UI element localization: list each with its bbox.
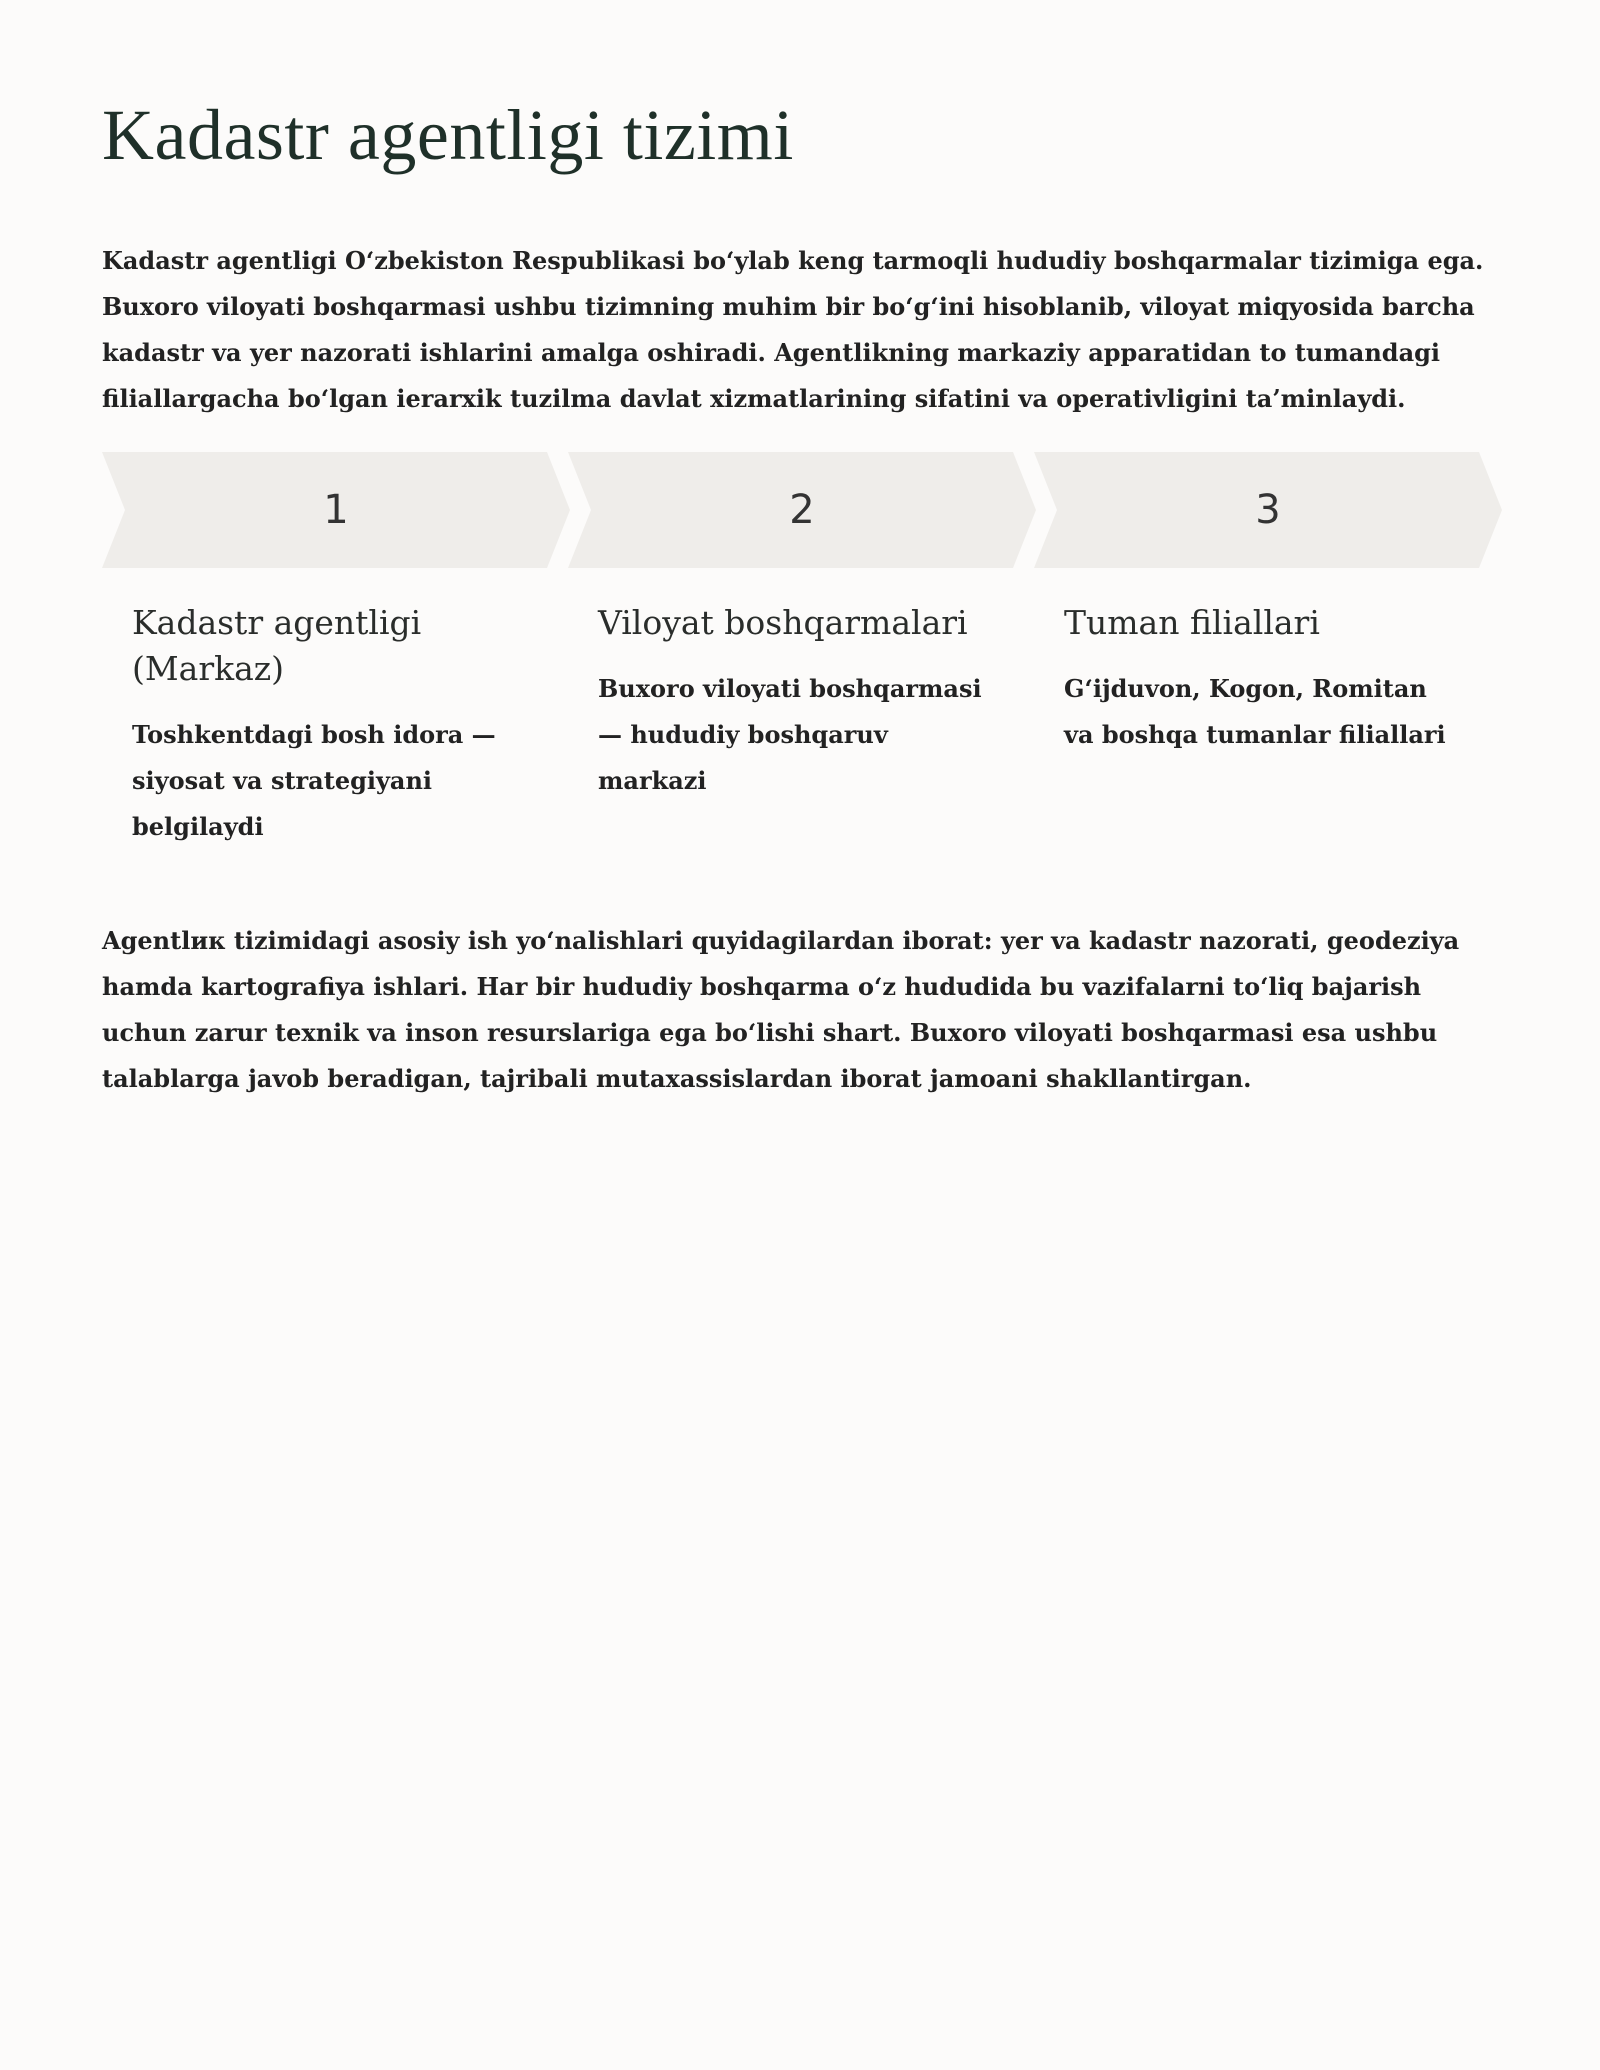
step-3-chevron (1034, 452, 1502, 568)
step-3-body (1064, 600, 1464, 758)
step-2-chevron (568, 452, 1036, 568)
intro-paragraph: Kadastr agentligi O‘zbekiston Respublikasi bo‘ylab keng tarmoqli hududiy boshqarmalar tizimiga ega. Buxoro viloyati boshqarmasi ushbu tizimning muhim bir bo‘g‘ini hisoblanib, viloyat miqyosida barcha kadastr va yer nazorati ishlarini amalga oshiradi. Agentlikning markaziy apparatidan to tumandagi filiallargacha bo‘lgan ierarxik tuzilma davlat xizmatlarining sifatini va operativligini ta’minlaydi. (102, 246, 1484, 413)
step-1-chevron (102, 452, 570, 568)
step-1-body (132, 600, 532, 850)
process-steps (102, 452, 1498, 852)
outro-paragraph: Agentlик tizimidagi asosiy ish yo‘nalishlari quyidagilardan iborat: yer va kadastr nazorati, geodeziya hamda kartografiya ishlari. Har bir hududiy boshqarma o‘z hududida bu vazifalarni to‘liq bajarish uchun zarur texnik va inson resurslariga ega bo‘lishi shart. Buxoro viloyati boshqarmasi esa ushbu talablarga javob beradigan, tajribali mutaxassislardan iborat jamoani shakllantirgan. (102, 926, 1460, 1093)
step-1-text: Toshkentdagi bosh idora — siyosat va strategiyani belgilaydi (132, 720, 496, 841)
page-title: Kadastr agentligi tizimi (102, 95, 794, 175)
step-2 (568, 452, 1018, 795)
step-3-title: Tuman filiallari (1064, 603, 1320, 642)
step-2-number: 2 (789, 487, 815, 533)
step-2-text: Buxoro viloyati boshqarmasi — hududiy boshqaruv markazi (598, 674, 982, 795)
step-2-body (598, 600, 998, 804)
step-1-number: 1 (323, 487, 349, 533)
step-2-title: Viloyat boshqarmalari (598, 603, 968, 642)
step-3-text: G‘ijduvon, Kogon, Romitan va boshqa tumanlar filiallari (1064, 674, 1446, 749)
step-1-title: Kadastr agentligi (Markaz) (132, 603, 422, 688)
step-3-number: 3 (1255, 487, 1281, 533)
step-3 (1034, 452, 1484, 749)
step-1 (102, 452, 552, 841)
